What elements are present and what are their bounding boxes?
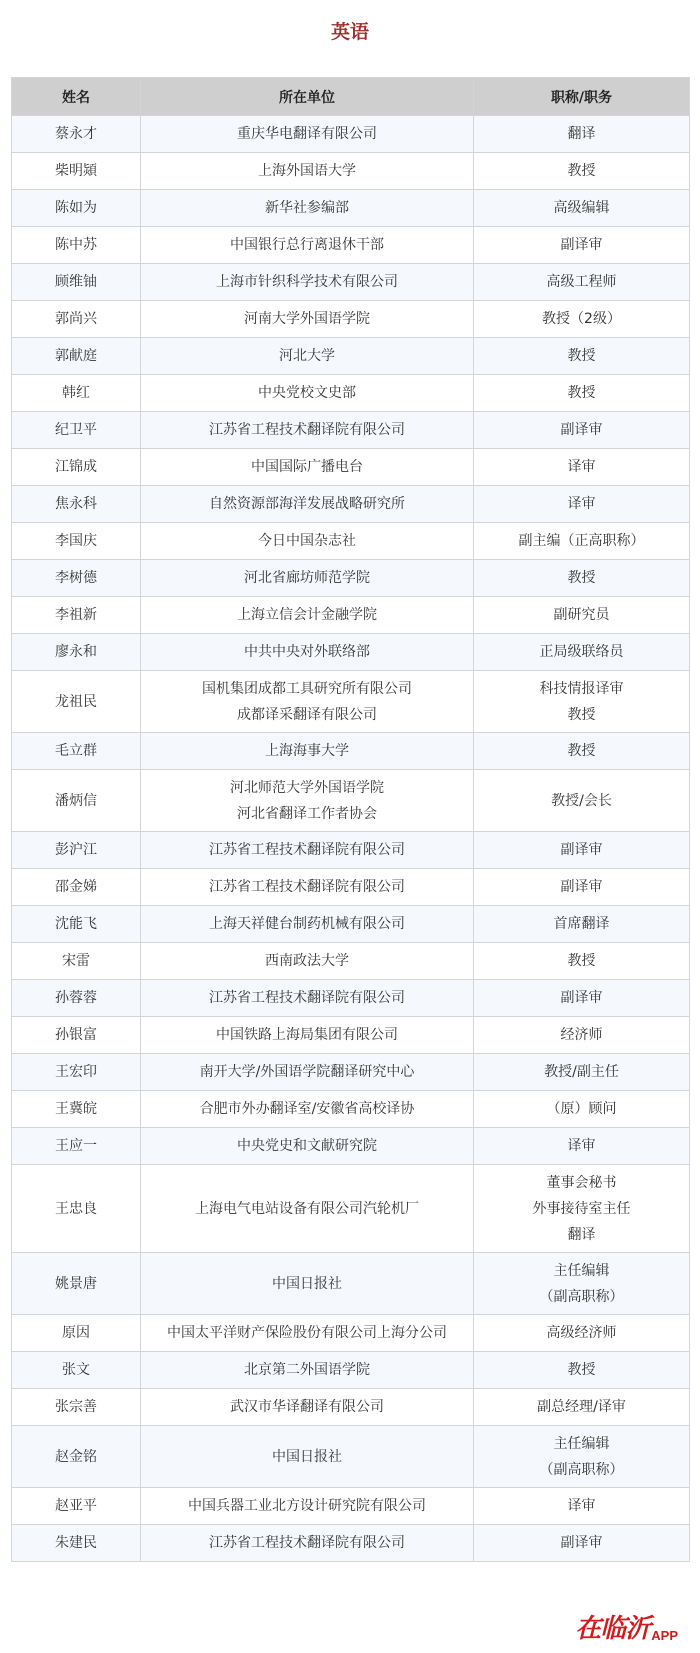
cell-unit-line: 上海天祥健台制药机械有限公司	[209, 916, 405, 932]
cell-unit	[141, 560, 474, 597]
cell-title	[474, 560, 690, 597]
cell-name: 宋雷	[12, 943, 141, 980]
cell-name: 纪卫平	[12, 412, 141, 449]
table-row	[12, 597, 690, 634]
cell-title	[474, 486, 690, 523]
cell-title	[474, 1091, 690, 1128]
cell-unit-line: 武汉市华译翻译有限公司	[230, 1399, 384, 1415]
table-row	[12, 560, 690, 597]
cell-unit-line: 北京第二外国语学院	[244, 1362, 370, 1378]
cell-name: 孙蓉蓉	[12, 980, 141, 1017]
cell-unit-line: 新华社参编部	[265, 200, 349, 216]
header-name: 姓名	[12, 78, 141, 116]
cell-unit-line: 河北省翻译工作者协会	[237, 805, 377, 822]
cell-title-line: 翻译	[567, 1226, 596, 1243]
table-row	[12, 1525, 690, 1562]
cell-title	[474, 634, 690, 671]
cell-title	[474, 770, 690, 832]
cell-unit	[141, 116, 474, 153]
cell-name: 赵亚平	[12, 1488, 141, 1525]
cell-name: 蔡永才	[12, 116, 141, 153]
cell-title-line: 首席翻译	[553, 916, 610, 932]
table-row	[12, 1128, 690, 1165]
cell-title	[474, 375, 690, 412]
cell-unit	[141, 486, 474, 523]
cell-unit	[141, 1253, 474, 1315]
cell-title	[474, 301, 690, 338]
cell-unit-line: 中国国际广播电台	[251, 459, 363, 475]
cell-title-line: 科技情报译审	[539, 680, 624, 697]
cell-title	[474, 1315, 690, 1352]
cell-name: 邵金娣	[12, 869, 141, 906]
cell-unit-line: 上海外国语大学	[258, 163, 356, 179]
cell-unit	[141, 153, 474, 190]
cell-title	[474, 1253, 690, 1315]
table-row	[12, 832, 690, 869]
cell-name: 郭献庭	[12, 338, 141, 375]
cell-title-line: 主任编辑	[553, 1435, 610, 1452]
table-row	[12, 227, 690, 264]
table-row	[12, 671, 690, 733]
cell-title	[474, 1352, 690, 1389]
table-row	[12, 1017, 690, 1054]
table-row	[12, 770, 690, 832]
header-title: 职称/职务	[474, 78, 690, 116]
cell-unit	[141, 943, 474, 980]
cell-title	[474, 1426, 690, 1488]
table-row	[12, 634, 690, 671]
table-row	[12, 338, 690, 375]
table-row	[12, 906, 690, 943]
cell-title-line: （原）顾问	[546, 1101, 617, 1117]
cell-unit	[141, 671, 474, 733]
cell-title-line: 副译审	[560, 990, 603, 1006]
cell-title-line: 教授	[567, 953, 596, 969]
cell-name: 沈能飞	[12, 906, 141, 943]
cell-name: 顾维铀	[12, 264, 141, 301]
cell-title-line: 教授	[567, 706, 596, 723]
cell-name: 韩红	[12, 375, 141, 412]
watermark-logo: 在临沂	[575, 1614, 651, 1644]
cell-unit	[141, 733, 474, 770]
cell-title-line: 教授	[567, 1362, 596, 1378]
cell-title-line: 副译审	[560, 1535, 603, 1551]
cell-title-line: 副译审	[560, 237, 603, 253]
cell-unit	[141, 449, 474, 486]
cell-title-line: 教授（2级）	[542, 311, 621, 327]
cell-unit-line: 中国银行总行离退休干部	[230, 237, 384, 253]
cell-unit	[141, 1488, 474, 1525]
cell-name: 李祖新	[12, 597, 141, 634]
cell-title-line: 高级编辑	[553, 200, 610, 216]
cell-title	[474, 116, 690, 153]
cell-unit-line: 河北师范大学外国语学院	[230, 779, 384, 796]
cell-unit	[141, 523, 474, 560]
cell-title	[474, 1389, 690, 1426]
cell-unit-line: 江苏省工程技术翻译院有限公司	[209, 422, 405, 438]
cell-title-line: 译审	[567, 459, 596, 475]
cell-unit	[141, 1054, 474, 1091]
cell-name: 陈中苏	[12, 227, 141, 264]
cell-title-line: 教授	[567, 570, 596, 586]
table-row	[12, 264, 690, 301]
cell-name: 王冀皖	[12, 1091, 141, 1128]
cell-unit	[141, 1165, 474, 1253]
cell-title-line: 副译审	[560, 422, 603, 438]
cell-title	[474, 153, 690, 190]
table-body	[12, 116, 690, 1562]
cell-unit-line: 重庆华电翻译有限公司	[237, 126, 377, 142]
header-unit: 所在单位	[141, 78, 474, 116]
cell-title	[474, 733, 690, 770]
cell-unit	[141, 1426, 474, 1488]
cell-name: 郭尚兴	[12, 301, 141, 338]
cell-title-line: 高级工程师	[546, 274, 617, 290]
cell-unit	[141, 301, 474, 338]
cell-unit	[141, 869, 474, 906]
cell-title	[474, 449, 690, 486]
cell-name: 姚景唐	[12, 1253, 141, 1315]
table-row	[12, 1253, 690, 1315]
table-row	[12, 943, 690, 980]
cell-title-line: （副高职称）	[539, 1461, 624, 1478]
table-header-row	[12, 78, 690, 116]
cell-title	[474, 190, 690, 227]
cell-unit-line: 河北省廊坊师范学院	[244, 570, 370, 586]
cell-title	[474, 1128, 690, 1165]
cell-title-line: 副总经理/译审	[537, 1399, 626, 1415]
cell-title-line: 经济师	[560, 1027, 603, 1043]
watermark-app-label: APP	[651, 1628, 678, 1643]
cell-title	[474, 832, 690, 869]
cell-name: 柴明熲	[12, 153, 141, 190]
cell-unit-line: 南开大学/外国语学院翻译研究中心	[199, 1064, 415, 1080]
cell-title-line: 主任编辑	[553, 1262, 610, 1279]
cell-title-line: 副译审	[560, 879, 603, 895]
cell-title	[474, 869, 690, 906]
table-row	[12, 301, 690, 338]
cell-unit	[141, 634, 474, 671]
cell-name: 廖永和	[12, 634, 141, 671]
cell-unit	[141, 980, 474, 1017]
cell-unit	[141, 906, 474, 943]
cell-title	[474, 1054, 690, 1091]
cell-unit	[141, 1091, 474, 1128]
cell-name: 孙银富	[12, 1017, 141, 1054]
cell-name: 王应一	[12, 1128, 141, 1165]
cell-title	[474, 906, 690, 943]
cell-unit	[141, 190, 474, 227]
table-row	[12, 190, 690, 227]
cell-unit	[141, 1315, 474, 1352]
cell-unit	[141, 1352, 474, 1389]
cell-unit	[141, 1525, 474, 1562]
table-row	[12, 1315, 690, 1352]
cell-unit-line: 江苏省工程技术翻译院有限公司	[209, 1535, 405, 1551]
cell-unit-line: 成都译采翻译有限公司	[237, 706, 377, 723]
cell-title	[474, 227, 690, 264]
cell-unit	[141, 264, 474, 301]
roster-table	[11, 77, 690, 1562]
cell-unit	[141, 227, 474, 264]
page-title: 英语	[330, 21, 369, 43]
cell-unit-line: 中央党史和文献研究院	[237, 1138, 377, 1154]
table-row	[12, 1165, 690, 1253]
cell-title-line: 教授	[567, 348, 596, 364]
cell-unit-line: 中共中央对外联络部	[244, 644, 370, 660]
cell-title-line: 译审	[567, 1138, 596, 1154]
table-row	[12, 153, 690, 190]
cell-unit-line: 中国日报社	[272, 1275, 342, 1292]
cell-unit	[141, 375, 474, 412]
table-row	[12, 375, 690, 412]
cell-title	[474, 412, 690, 449]
cell-title-line: 副译审	[560, 842, 603, 858]
cell-name: 潘炳信	[12, 770, 141, 832]
cell-title-line: 译审	[567, 496, 596, 512]
table-row	[12, 980, 690, 1017]
cell-unit	[141, 1128, 474, 1165]
cell-title-line: 翻译	[567, 126, 596, 142]
cell-unit-line: 上海海事大学	[265, 743, 349, 759]
cell-title	[474, 523, 690, 560]
cell-title	[474, 671, 690, 733]
app-watermark	[575, 1609, 678, 1645]
cell-title-line: 正局级联络员	[539, 644, 624, 660]
cell-unit-line: 河南大学外国语学院	[244, 311, 370, 327]
table-row	[12, 449, 690, 486]
table-row	[12, 116, 690, 153]
table-row	[12, 1389, 690, 1426]
cell-title-line: 副研究员	[553, 607, 610, 623]
table-row	[12, 1054, 690, 1091]
table-row	[12, 733, 690, 770]
cell-name: 彭沪江	[12, 832, 141, 869]
cell-title-line: 董事会秘书	[546, 1174, 617, 1191]
cell-title-line: 教授/会长	[551, 792, 612, 809]
cell-unit	[141, 832, 474, 869]
cell-unit-line: 江苏省工程技术翻译院有限公司	[209, 990, 405, 1006]
cell-title-line: 教授	[567, 163, 596, 179]
cell-unit-line: 中国日报社	[272, 1448, 342, 1465]
cell-unit-line: 江苏省工程技术翻译院有限公司	[209, 879, 405, 895]
cell-name: 陈如为	[12, 190, 141, 227]
cell-name: 李国庆	[12, 523, 141, 560]
cell-unit-line: 中国太平洋财产保险股份有限公司上海分公司	[167, 1325, 447, 1341]
cell-title-line: 教授	[567, 743, 596, 759]
cell-name: 张文	[12, 1352, 141, 1389]
cell-title-line: 教授	[567, 385, 596, 401]
cell-title	[474, 980, 690, 1017]
cell-unit-line: 中央党校文史部	[258, 385, 356, 401]
cell-name: 赵金铭	[12, 1426, 141, 1488]
cell-unit-line: 中国兵器工业北方设计研究院有限公司	[188, 1498, 426, 1514]
cell-unit	[141, 338, 474, 375]
cell-unit	[141, 1389, 474, 1426]
cell-unit-line: 河北大学	[279, 348, 335, 364]
cell-name: 焦永科	[12, 486, 141, 523]
cell-title	[474, 264, 690, 301]
cell-unit-line: 上海市针织科学技术有限公司	[216, 274, 398, 290]
cell-unit-line: 西南政法大学	[265, 953, 349, 969]
cell-title	[474, 1525, 690, 1562]
table-row	[12, 1426, 690, 1488]
cell-name: 毛立群	[12, 733, 141, 770]
cell-name: 江锦成	[12, 449, 141, 486]
cell-unit	[141, 412, 474, 449]
cell-title-line: 教授/副主任	[544, 1064, 619, 1080]
cell-unit-line: 中国铁路上海局集团有限公司	[216, 1027, 398, 1043]
cell-title-line: 外事接待室主任	[532, 1200, 631, 1217]
table-row	[12, 412, 690, 449]
cell-title-line: 副主编（正高职称）	[518, 533, 645, 549]
cell-title	[474, 1165, 690, 1253]
cell-unit	[141, 770, 474, 832]
cell-title-line: （副高职称）	[539, 1288, 624, 1305]
cell-name: 龙祖民	[12, 671, 141, 733]
table-row	[12, 869, 690, 906]
cell-unit-line: 国机集团成都工具研究所有限公司	[202, 680, 412, 697]
cell-title	[474, 943, 690, 980]
cell-name: 李树德	[12, 560, 141, 597]
cell-name: 王忠良	[12, 1165, 141, 1253]
cell-unit	[141, 1017, 474, 1054]
cell-title	[474, 338, 690, 375]
cell-unit-line: 上海电气电站设备有限公司汽轮机厂	[195, 1200, 419, 1217]
table-row	[12, 1488, 690, 1525]
table-row	[12, 523, 690, 560]
cell-unit-line: 今日中国杂志社	[258, 533, 356, 549]
cell-title	[474, 597, 690, 634]
cell-title-line: 译审	[567, 1498, 596, 1514]
table-row	[12, 1352, 690, 1389]
cell-title	[474, 1017, 690, 1054]
cell-name: 张宗善	[12, 1389, 141, 1426]
cell-unit-line: 上海立信会计金融学院	[237, 607, 377, 623]
cell-unit-line: 合肥市外办翻译室/安徽省高校译协	[199, 1101, 415, 1117]
cell-name: 王宏印	[12, 1054, 141, 1091]
table-row	[12, 486, 690, 523]
table-row	[12, 1091, 690, 1128]
cell-name: 朱建民	[12, 1525, 141, 1562]
cell-unit	[141, 597, 474, 634]
cell-title-line: 高级经济师	[546, 1325, 617, 1341]
cell-name: 原因	[12, 1315, 141, 1352]
cell-unit-line: 自然资源部海洋发展战略研究所	[209, 496, 405, 512]
cell-unit-line: 江苏省工程技术翻译院有限公司	[209, 842, 405, 858]
cell-title	[474, 1488, 690, 1525]
